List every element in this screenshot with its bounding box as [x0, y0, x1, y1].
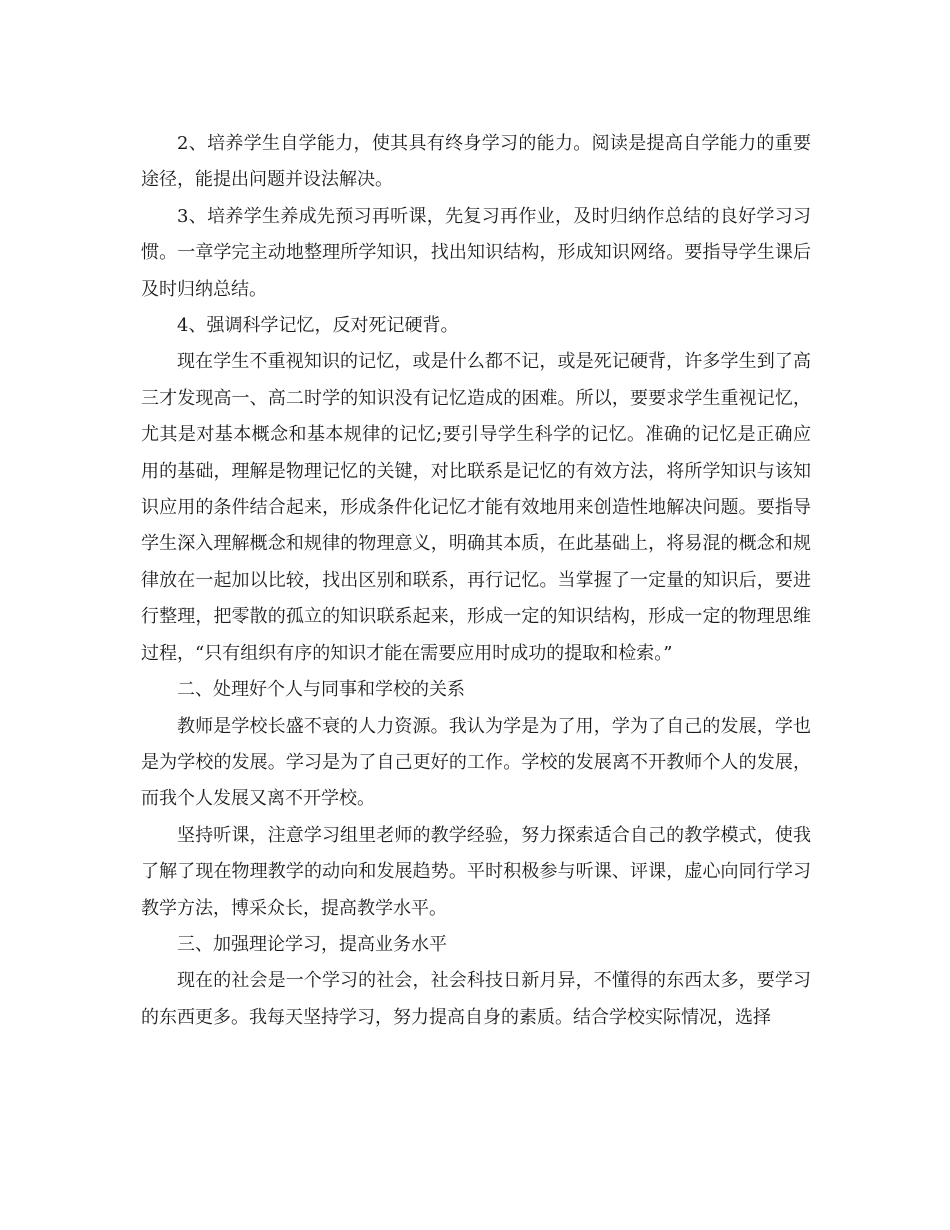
paragraph: 4、强调科学记忆，反对死记硬背。 — [177, 315, 459, 337]
paragraph: 教师是学校长盛不衰的人力资源。我认为学是为了用，学为了自己的发展，学也是为学校的发展。学习是为了自己更好的工作。学校的发展离不开教师个人的发展，而我个人发展又离不开学校。 — [141, 715, 811, 810]
section-heading: 三、加强理论学习，提高业务水平 — [177, 933, 447, 955]
paragraph: 坚持听课，注意学习组里老师的教学经验，努力探索适合自己的教学模式，使我了解了现在物理教学的动向和发展趋势。平时积极参与听课、评课，虚心向同行学习教学方法，博采众长，提高教学水平。 — [141, 824, 811, 919]
paragraph: 3、培养学生养成先预习再听课，先复习再作业，及时归纳作总结的良好学习习惯。一章学完主动地整理所学知识，找出知识结构，形成知识网络。要指导学生课后及时归纳总结。 — [141, 205, 811, 300]
paragraph: 现在的社会是一个学习的社会，社会科技日新月异，不懂得的东西太多，要学习的东西更多。我每天坚持学习，努力提高自身的素质。结合学校实际情况，选择 — [141, 970, 811, 1028]
paragraph: 现在学生不重视知识的记忆，或是什么都不记，或是死记硬背，许多学生到了高三才发现高一、高二时学的知识没有记忆造成的困难。所以，要要求学生重视记忆，尤其是对基本概念和基本规律的记忆;要引导学生科学的记忆。准确的记忆是正确应用的基础，理解是物理记忆的关键，对比联系是记忆的有效方法，将所学知识与该知识应用的条件结合起来，形成条件化记忆才能有效地用来创造性地解决问题。要指导学生深入理解概念和规律的物理意义，明确其本质，在此基础上，将易混的概念和规律放在一起加以比较，找出区别和联系，再行记忆。当掌握了一定量的知识后，要进行整理，把零散的孤立的知识联系起来，形成一定的知识结构，形成一定的物理思维过程，“只有组织有序的知识才能在需要应用时成功的提取和检索。” — [141, 351, 811, 664]
document-body — [141, 126, 811, 1036]
section-heading: 二、处理好个人与同事和学校的关系 — [177, 679, 465, 701]
paragraph: 2、培养学生自学能力，使其具有终身学习的能力。阅读是提高自学能力的重要途径，能提出问题并设法解决。 — [141, 133, 811, 191]
